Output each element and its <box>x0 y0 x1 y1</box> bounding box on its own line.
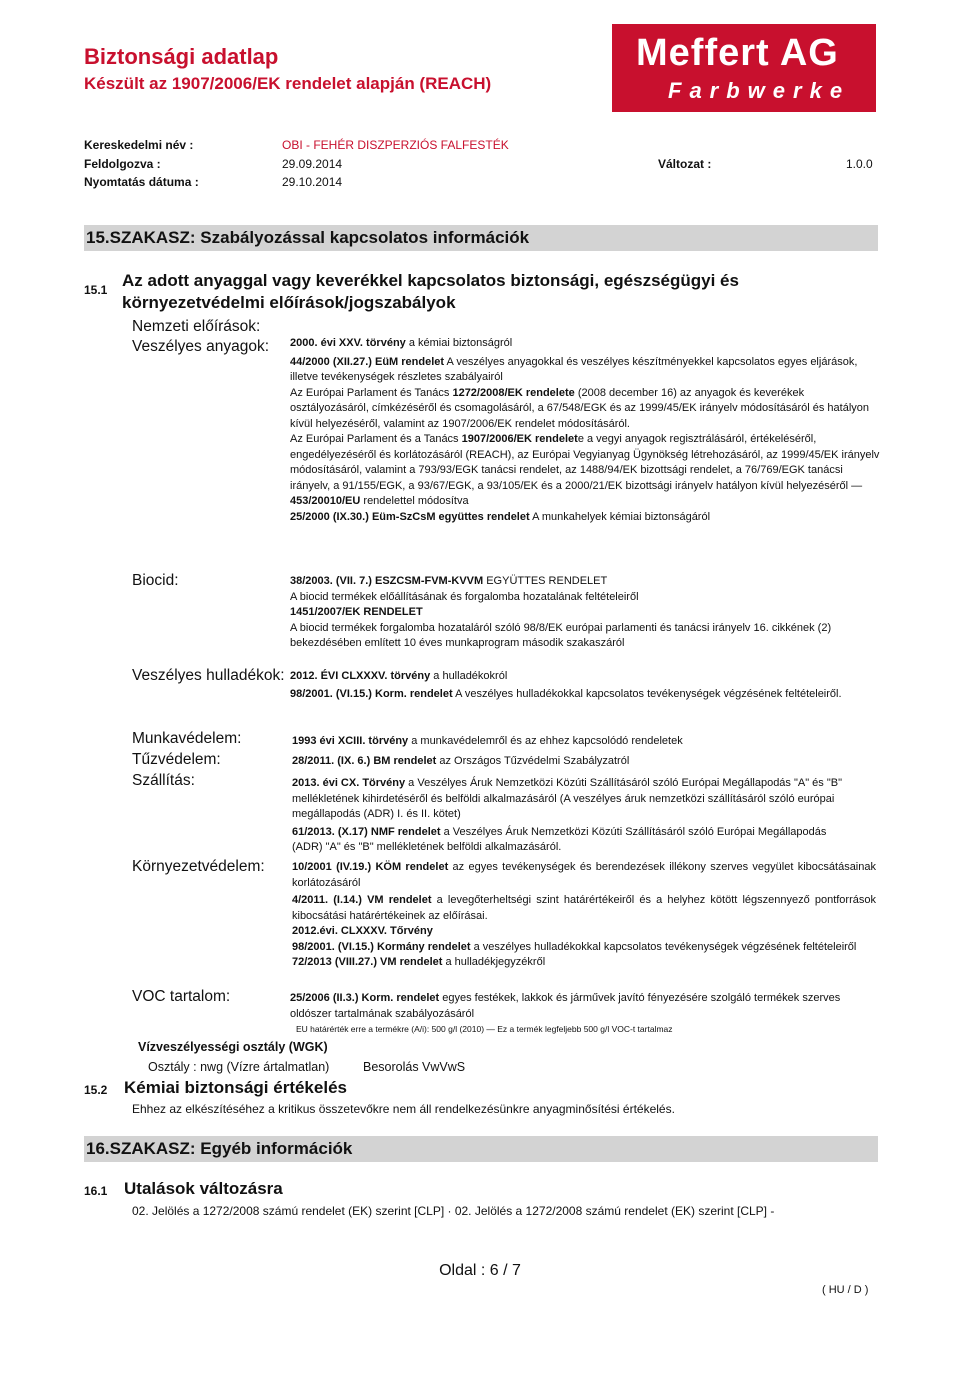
hazardous-item: Az Európai Parlament és a Tanács 1907/2006/EK rendelete a vegyi anyagok regisztrálásáról, értékeléséről, engedélyezéséről és korlátozásáról (REACH), az Európai Vegyianyag Ügynökség létrehozásáról, az 1999/45/EK irányelv módosításáról, valamint a 793/93/EGK tanácsi rendelet, az 1488/94/EK bizottsági rendelet, a 76/769/EGK tanácsi irányelv, a 91/155/EGK, a 93/67/EGK, a 93/105/EK és a 2000/21/EK bizottsági irányelv hatályon kívül helyezéséről — 453/20010/EU rendelettel módosítva <box>290 433 880 507</box>
section15-bar: 15.SZAKASZ: Szabályozással kapcsolatos információk <box>84 225 878 251</box>
environment-item: 72/2013 (VIII.27.) VM rendelet a hulladékjegyzékről <box>292 956 546 968</box>
waste-list <box>290 669 880 702</box>
environment-item: 2012.évi. CLXXXV. Tőrvény <box>292 925 433 937</box>
document-subtitle: Készült az 1907/2006/EK rendelet alapján (REACH) <box>84 74 492 93</box>
hazardous-item: 2000. évi XXV. törvény a kémiai biztonságról <box>290 337 513 349</box>
wgk-class: Osztály : nwg (Vízre ártalmatlan) <box>148 1060 330 1074</box>
page-number: Oldal : 6 / 7 <box>439 1262 521 1279</box>
environment-item: 98/2001. (VI.15.) Kormány rendelet a veszélyes hulladékokkal kapcsolatos tevékenységek végzésének feltételeiről <box>292 940 857 953</box>
hazardous-item: Az Európai Parlament és Tanács 1272/2008/EK rendelete (2008 december 16) az anyagok és keverékek osztályozásáról, címkézéséről és csomagolásáról, a 67/548/EGK és az 1999/45/EK irányelv módosításáról és hatályon kívül helyezéséről, valamint az 1907/2006/EK rendelet módosításáról. <box>290 386 870 430</box>
waste-item: 2012. ÉVI CLXXXV. törvény a hulladékokról <box>290 670 508 682</box>
environment-item: 4/2011. (I.14.) VM rendelet a levegőterheltségi szint határértékeiről és a helyhez kötött légszennyező pontforrások kibocsátási határértékeinek az előírásai. <box>292 894 876 922</box>
work-safety-label: Munkavédelem: <box>132 730 242 747</box>
voc-note: EU határérték erre a termékre (A/i): 500 g/l (2010) — Ez a termék legfeljebb 500 g/l VOC-t tartalmaz <box>296 1024 673 1034</box>
country-code: ( HU / D ) <box>822 1284 869 1296</box>
hazardous-label: Veszélyes anyagok: <box>132 338 270 355</box>
section-number-15-1: 15.1 <box>84 283 108 297</box>
biocide-item: A biocid termékek előállításának és forgalomba hozatalának feltételeiről <box>290 590 639 603</box>
voc-label: VOC tartalom: <box>132 988 231 1005</box>
hazardous-item: 44/2000 (XII.27.) EüM rendelet A veszélyes anyagokkal és veszélyes készítményekkel kapcsolatos egyes eljárások, illetve tevékenységek részletes szabályairól <box>290 355 858 383</box>
logo-line1: Meffert AG <box>636 32 839 74</box>
text-16-1: 02. Jelölés a 1272/2008 számú rendelet (EK) szerint [CLP] · 02. Jelölés a 1272/2008 számú rendelet (EK) szerint [CLP] - <box>132 1204 775 1218</box>
fire-safety-text: 28/2011. (IX. 6.) BM rendelet az Országos Tűzvédelmi Szabályzatról <box>292 755 630 767</box>
biocide-list <box>290 574 880 652</box>
biocide-label: Biocid: <box>132 572 179 589</box>
voc-text: 25/2006 (II.3.) Korm. rendelet egyes festékek, lakkok és járművek javító fényezésére szolgáló termékek szerves oldószer tartalmának szabályozásáról <box>290 992 841 1020</box>
company-logo <box>612 24 876 112</box>
heading-16-1: Utalások változásra <box>124 1179 283 1198</box>
processed-label: Feldolgozva : <box>84 157 161 171</box>
waste-label: Veszélyes hulladékok: <box>132 667 285 684</box>
wgk-title: Vízveszélyességi osztály (WGK) <box>138 1040 328 1054</box>
transport-item: 61/2013. (X.17) NMF rendelet a Veszélyes Áruk Nemzetközi Közúti Szállításáról szóló Európai Megállapodás (ADR) "A" és "B" mellékletének belföldi alkalmazásáról. <box>292 825 827 853</box>
national-rules-label: Nemzeti előírások: <box>132 318 261 335</box>
biocide-item: 1451/2007/EK RENDELET <box>290 606 423 618</box>
logo-line2: Farbwerke <box>668 78 851 103</box>
document-title: Biztonsági adatlap <box>84 44 279 69</box>
section-number-15-2: 15.2 <box>84 1083 108 1097</box>
transport-label: Szállítás: <box>132 772 195 789</box>
heading-15-1: Az adott anyaggal vagy keverékkel kapcsolatos biztonsági, egészségügyi és környezetvédelmi előírások/jogszabályok <box>122 271 739 312</box>
biocide-item: A biocid termékek forgalomba hozataláról szóló 98/8/EK európai parlamenti és tanácsi irányelv 16. cikkének (2) bekezdésében említett 10 éves munkaprogram második szakaszáról <box>290 621 832 649</box>
processed-date: 29.09.2014 <box>282 157 343 171</box>
hazardous-list <box>290 336 880 525</box>
fire-safety-label: Tűzvédelem: <box>132 751 221 768</box>
version-label: Változat : <box>658 157 712 171</box>
wgk-classification: Besorolás VwVwS <box>363 1060 466 1074</box>
trade-name: OBI - FEHÉR DISZPERZIÓS FALFESTÉK <box>282 138 509 152</box>
trade-name-label: Kereskedelmi név : <box>84 138 194 152</box>
print-date: 29.10.2014 <box>282 175 343 189</box>
environment-item: 10/2001 (IV.19.) KÖM rendelet az egyes tevékenységek és berendezések illékony szerves vegyület kibocsátásainak korlátozásáról <box>292 861 876 889</box>
environment-list <box>292 860 876 971</box>
text-15-2: Ehhez az elkészítéséhez a kritikus összetevőkre nem áll rendelkezésünkre anyagminősítési értékelés. <box>132 1102 675 1116</box>
heading-15-2: Kémiai biztonsági értékelés <box>124 1078 347 1097</box>
hazardous-item: 25/2000 (IX.30.) Eüm-SzCsM együttes rendelet A munkahelyek kémiai biztonságáról <box>290 510 711 523</box>
work-safety-text: 1993 évi XCIII. törvény a munkavédelemről és az ehhez kapcsolódó rendeletek <box>292 735 683 747</box>
version-value: 1.0.0 <box>846 157 873 171</box>
biocide-item: 38/2003. (VII. 7.) ESZCSM-FVM-KVVM EGYÜTTES RENDELET <box>290 575 608 587</box>
section16-bar: 16.SZAKASZ: Egyéb információk <box>84 1136 878 1162</box>
transport-item: 2013. évi CX. Törvény a Veszélyes Áruk Nemzetközi Közúti Szállításáról szóló Európai Megállapodás "A" és "B" mellékletének kihirdetéséről és belföldi alkalmazásáról (A veszélyes áruk nemzetközi szállításáról szóló európai megállapodás (ADR) I. és II. kötet) <box>292 777 843 820</box>
section-number-16-1: 16.1 <box>84 1184 108 1198</box>
print-date-label: Nyomtatás dátuma : <box>84 175 199 189</box>
waste-item: 98/2001. (VI.15.) Korm. rendelet A veszélyes hulladékokkal kapcsolatos tevékenységek végzésének feltételeiről. <box>290 687 842 700</box>
transport-list <box>292 776 852 856</box>
environment-label: Környezetvédelem: <box>132 858 265 875</box>
